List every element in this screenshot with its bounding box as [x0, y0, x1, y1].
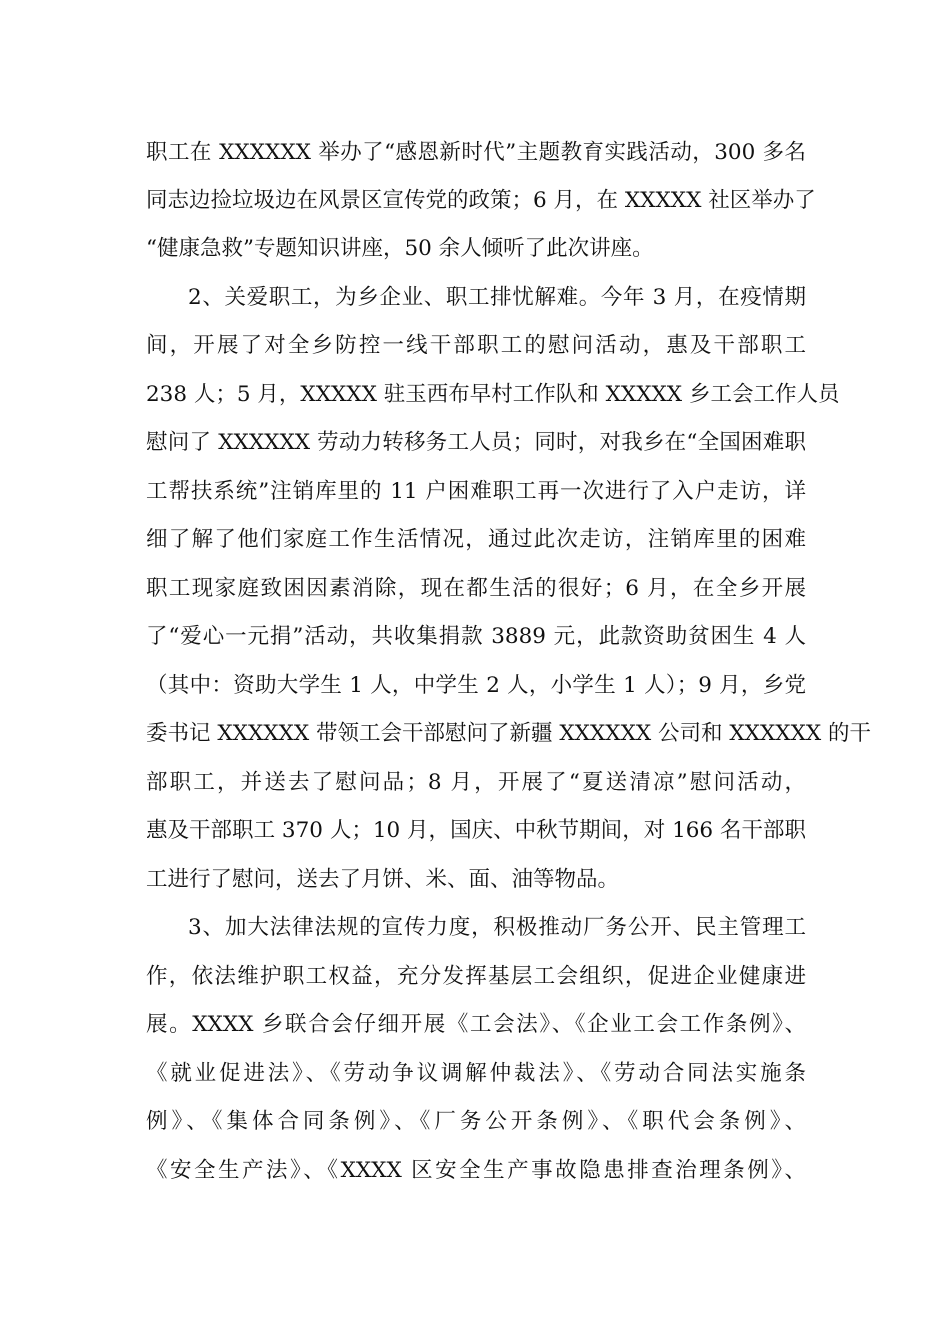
text-line-14: 部职工，并送去了慰问品；8 月，开展了“夏送清凉”慰问活动， — [146, 770, 806, 795]
text-line-2: 同志边捡垃圾边在风景区宣传党的政策；6 月，在 XXXXX 社区举办了 — [146, 188, 816, 213]
text-line-13: 委书记 XXXXXX 带领工会干部慰问了新疆 XXXXXX 公司和 XXXXXX 的干 — [146, 721, 872, 746]
text-line-10: 职工现家庭致困因素消除，现在都生活的很好；6 月，在全乡开展 — [146, 576, 806, 601]
text-line-15: 惠及干部职工 370 人；10 月，国庆、中秋节期间，对 166 名干部职 — [146, 818, 806, 843]
text-line-8: 工帮扶系统”注销库里的 11 户困难职工再一次进行了入户走访，详 — [146, 479, 806, 504]
text-line-5: 间，开展了对全乡防控一线干部职工的慰问活动，惠及干部职工 — [146, 333, 806, 358]
text-line-20: 《就业促进法》、《劳动争议调解仲裁法》、《劳动合同法实施条 — [146, 1061, 806, 1086]
text-line-7: 慰问了 XXXXXX 劳动力转移务工人员；同时，对我乡在“全国困难职 — [146, 430, 806, 455]
text-line-9: 细了解了他们家庭工作生活情况，通过此次走访，注销库里的困难 — [146, 527, 806, 552]
text-line-4: 2、关爱职工，为乡企业、职工排忧解难。今年 3 月，在疫情期 — [188, 285, 806, 310]
text-line-16: 工进行了慰问，送去了月饼、米、面、油等物品。 — [146, 867, 620, 892]
text-line-11: 了“爱心一元捐”活动，共收集捐款 3889 元，此款资助贫困生 4 人 — [146, 624, 806, 649]
text-line-22: 《安全生产法》、《XXXX 区安全生产事故隐患排查治理条例》、 — [146, 1158, 806, 1183]
text-line-6: 238 人；5 月，XXXXX 驻玉西布早村工作队和 XXXXX 乡工会工作人员 — [146, 382, 840, 407]
text-line-18: 作，依法维护职工权益，充分发挥基层工会组织，促进企业健康进 — [146, 964, 806, 989]
text-line-1: 职工在 XXXXXX 举办了“感恩新时代”主题教育实践活动，300 多名 — [146, 140, 806, 165]
text-line-3: “健康急救”专题知识讲座，50 余人倾听了此次讲座。 — [146, 236, 654, 261]
text-line-12: （其中：资助大学生 1 人，中学生 2 人，小学生 1 人）；9 月，乡党 — [146, 673, 806, 698]
text-line-21: 例》、《集体合同条例》、《厂务公开条例》、《职代会条例》、 — [146, 1109, 806, 1134]
text-line-17: 3、加大法律法规的宣传力度，积极推动厂务公开、民主管理工 — [188, 915, 806, 940]
text-line-19: 展。XXXX 乡联合会仔细开展《工会法》、《企业工会工作条例》、 — [146, 1012, 806, 1037]
